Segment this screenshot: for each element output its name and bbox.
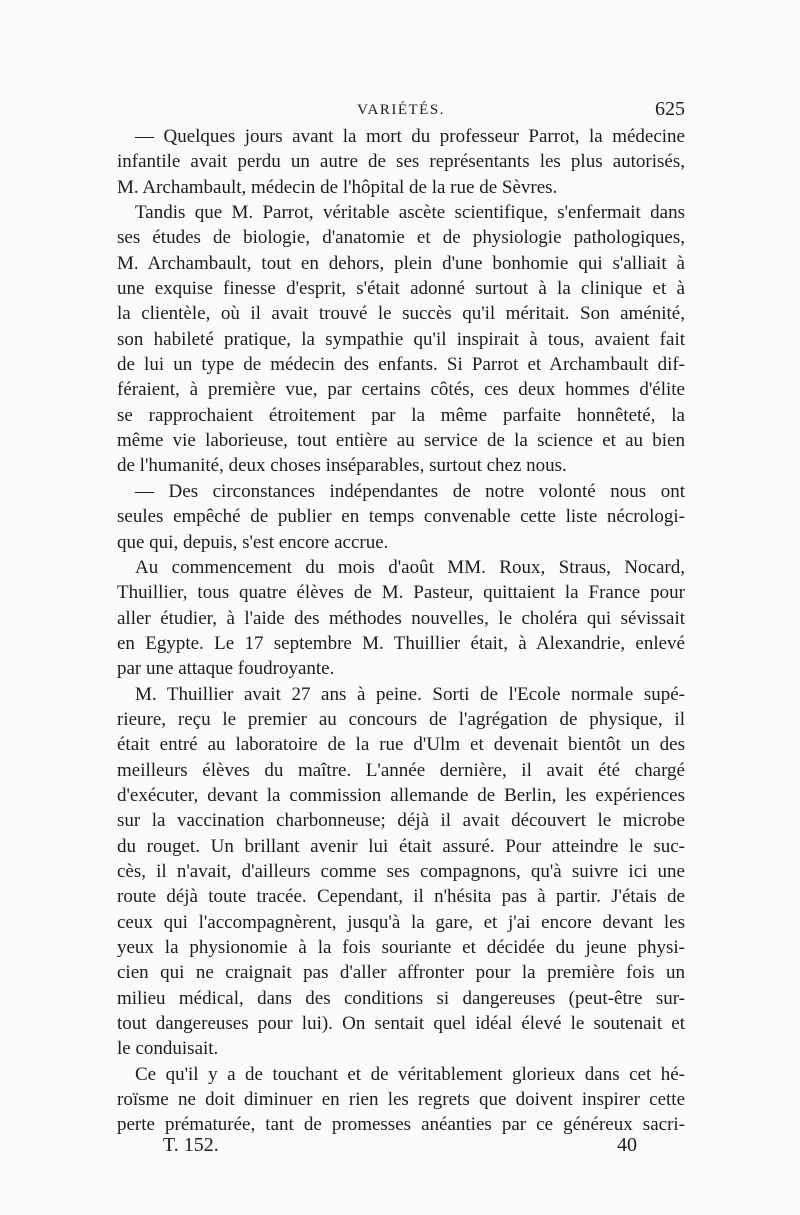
- text-line: que qui, depuis, s'est encore accrue.: [117, 531, 389, 553]
- text-line: aller étudier, à l'aide des méthodes nouvelles, le choléra qui sévissait: [117, 607, 685, 629]
- text-line: de l'humanité, deux choses inséparables, surtout chez nous.: [117, 455, 567, 477]
- page-footer: [117, 1134, 685, 1162]
- text-line: infantile avait perdu un autre de ses représentants les plus autorisés,: [117, 151, 685, 173]
- text-line: ses études de biologie, d'anatomie et de physiologie pathologiques,: [117, 227, 685, 249]
- text-line: le conduisait.: [117, 1038, 219, 1060]
- body-text: [117, 124, 685, 1138]
- text-line: Au commencement du mois d'août MM. Roux, Straus, Nocard,: [135, 556, 685, 578]
- text-line: seules empêché de publier en temps convenable cette liste nécrologi-: [117, 506, 685, 528]
- text-line: yeux la physionomie à la fois souriante et décidée du jeune physi-: [117, 937, 685, 958]
- page-number: 625: [655, 98, 685, 120]
- text-line: en Egypte. Le 17 septembre M. Thuillier était, à Alexandrie, enlevé: [117, 632, 685, 654]
- text-line: féraient, à première vue, par certains côtés, ces deux hommes d'élite: [117, 379, 685, 401]
- text-line: meilleurs élèves du maître. L'année dernière, il avait été chargé: [117, 759, 685, 781]
- text-line: M. Archambault, médecin de l'hôpital de la rue de Sèvres.: [117, 176, 558, 198]
- text-line: de lui un type de médecin des enfants. Si Parrot et Archambault dif-: [117, 354, 685, 376]
- text-line: M. Archambault, tout en dehors, plein d'une bonhomie qui s'alliait à: [117, 252, 685, 274]
- text-line: était entré au laboratoire de la rue d'Ulm et devenait bientôt un des: [117, 734, 685, 756]
- text-line: Ce qu'il y a de touchant et de véritablement glorieux dans cet hé-: [135, 1063, 685, 1085]
- text-line: par une attaque foudroyante.: [117, 658, 335, 680]
- text-line: son habileté pratique, la sympathie qu'il inspirait à tous, avaient fait: [117, 328, 685, 350]
- text-line: cès, il n'avait, d'ailleurs comme ses compagnons, qu'à suivre ici une: [117, 860, 685, 882]
- text-line: M. Thuillier avait 27 ans à peine. Sorti de l'Ecole normale supé-: [135, 683, 685, 705]
- page-header: [117, 98, 685, 122]
- text-line: d'exécuter, devant la commission allemande de Berlin, les expériences: [117, 784, 685, 806]
- text-line: rieure, reçu le premier au concours de l'agrégation de physique, il: [117, 708, 685, 730]
- text-line: se rapprochaient étroitement par la même parfaite honnêteté, la: [117, 404, 685, 426]
- text-line: sur la vaccination charbonneuse; déjà il avait découvert le microbe: [117, 810, 685, 832]
- volume-signature: T. 152.: [163, 1134, 219, 1156]
- text-line: — Quelques jours avant la mort du professeur Parrot, la médecine: [135, 126, 685, 147]
- text-line: — Des circonstances indépendantes de notre volonté nous ont: [135, 480, 685, 502]
- text-line: route déjà toute tracée. Cependant, il n'hésita pas à partir. J'étais de: [117, 886, 685, 908]
- text-line: perte prématurée, tant de promesses anéanties par ce généreux sacri-: [117, 1114, 685, 1136]
- text-line: Tandis que M. Parrot, véritable ascète scientifique, s'enfermait dans: [135, 202, 685, 224]
- text-line: cien qui ne craignait pas d'aller affronter pour la première fois un: [117, 962, 685, 984]
- sheet-number: 40: [617, 1134, 637, 1156]
- text-line: roïsme ne doit diminuer en rien les regrets que doivent inspirer cette: [117, 1089, 685, 1111]
- text-line: Thuillier, tous quatre élèves de M. Pasteur, quittaient la France pour: [117, 582, 685, 604]
- text-line: milieu médical, dans des conditions si dangereuses (peut-être sur-: [117, 987, 685, 1009]
- text-line: tout dangereuses pour lui). On sentait quel idéal élevé le soutenait et: [117, 1013, 685, 1035]
- text-line: même vie laborieuse, tout entière au service de la science et au bien: [117, 430, 685, 452]
- text-line: une exquise finesse d'esprit, s'était adonné surtout à la clinique et à: [117, 278, 685, 300]
- text-line: ceux qui l'accompagnèrent, jusqu'à la gare, et j'ai encore devant les: [117, 911, 685, 933]
- text-line: la clientèle, où il avait trouvé le succès qu'il méritait. Son aménité,: [117, 303, 685, 325]
- running-title: VARIÉTÉS.: [357, 102, 445, 118]
- text-line: du rouget. Un brillant avenir lui était assuré. Pour atteindre le suc-: [117, 835, 685, 857]
